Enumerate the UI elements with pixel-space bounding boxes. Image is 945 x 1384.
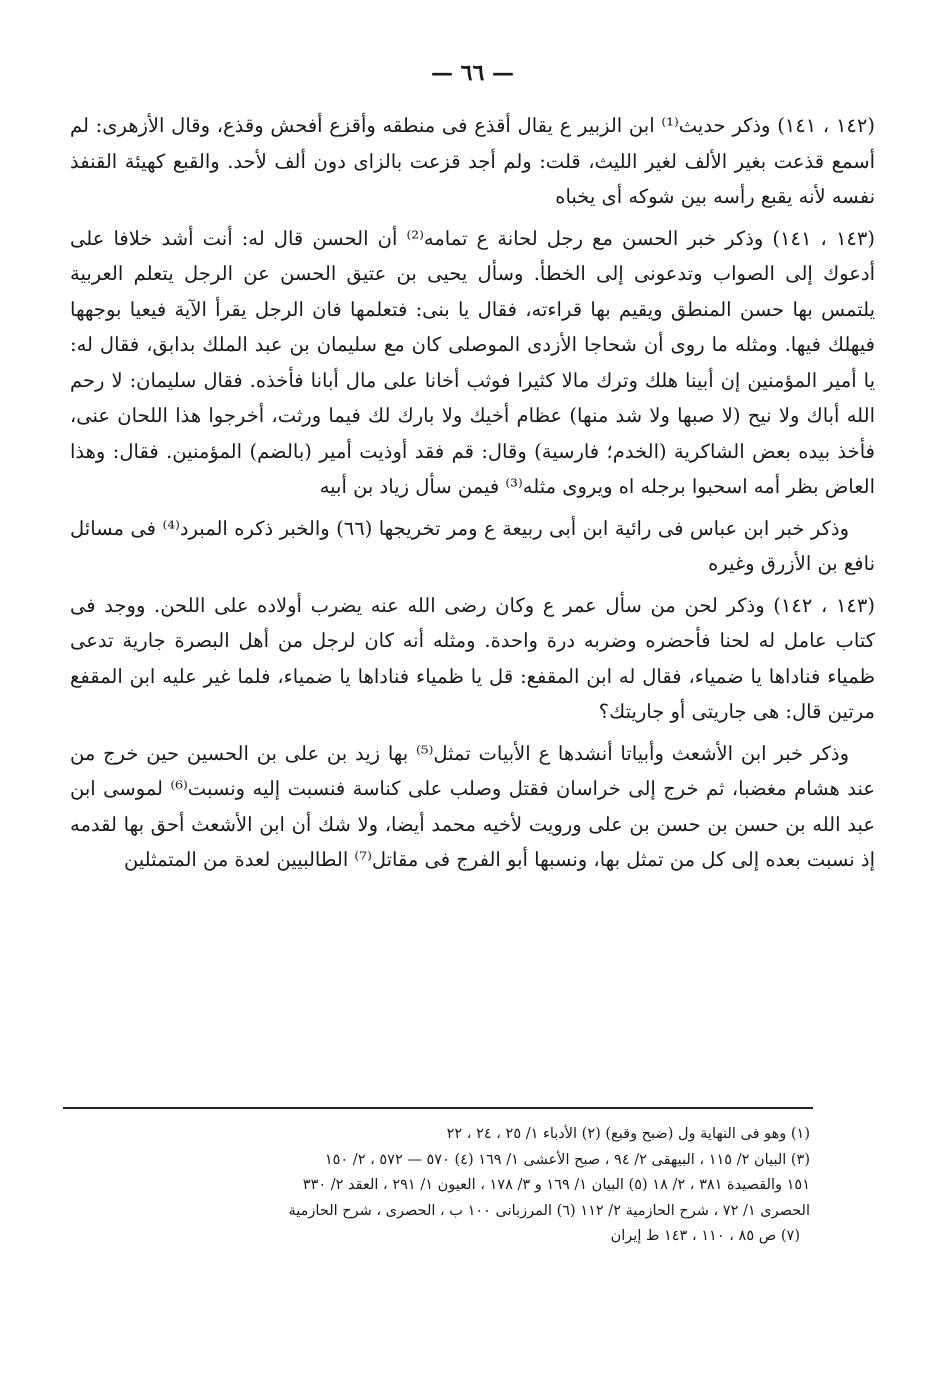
- footnote-line-1: (١) وهو فى النهاية ول (ضبح وقبع) (٢) الأدباء ١/ ٢٥ ، ٢٤ ، ٢٢: [446, 1126, 810, 1142]
- paragraph-5: وذكر خبر ابن الأشعث وأبياتا أنشدها ع الأبيات تمثل⁽⁵⁾ بها زيد بن على بن الحسين حين خرج من عند هشام مغضبا، ثم خرج إلى خراسان فقتل وصلب على كناسة فنسبت إليه ونسبت⁽⁶⁾ لموسى ابن عبد الله بن حسن بن حسن بن على ورويت لأخيه محمد أيضا، ولا شك أن ابن الأشعث أحق بها لقدمه إذ نسبت بعده إلى كل من تمثل بها، ونسبها أبو الفرج فى مقاتل⁽⁷⁾ الطالبيين لعدة من المتمثلين: [70, 741, 875, 871]
- paragraph-2: (١٤٣ ، ١٤١) وذكر خبر الحسن مع رجل لحانة ع تمامه⁽²⁾ أن الحسن قال له: أنت أشد خلافا على أدعوك إلى الصواب وتدعونى إلى الخطأ. وسأل يحيى بن عتيق الحسن عن الرجل يتعلم العربية يلتمس بها حسن المنطق ويقيم بها قراءته، فقال يا بنى: فتعلمها فان الرجل يقرأ الآية فيعيا بوجهها فيهلك فيها. ومثله ما روى أن شحاجا الأزدى الموصلى كان مع سليمان بن عبد الملك بدابق، فقال له: يا أمير المؤمنين إن أبينا هلك وترك مالا كثيرا فوثب أخانا على مال أبانا فأخذه. فقال سليمان: لا رحم الله أباك ولا نيح (لا صبها ولا شد منها) عظام أخيك ولا بارك لك فيما ورثت، أخرجوا هذا اللحان عنى، فأخذ بيده بعض الشاكرية (الخدم؛ فارسية) وقال: قم فقد أوذيت أمير (بالضم) المؤمنين. فقال: وهذا العاض بظر أمه اسحبوا برجله اه ويروى مثله⁽³⁾ فيمن سأل زياد بن أبيه: [70, 226, 875, 498]
- book-page: [70, 60, 875, 878]
- footnote-line-2: (٣) البيان ٢/ ١١٥ ، البيهقى ٢/ ٩٤ ، صبح الأعشى ١/ ١٦٩ (٤) ٥٧٠ — ٥٧٢ ، ٢/ ١٥٠: [324, 1151, 810, 1168]
- footnotes: [70, 1122, 810, 1250]
- footnote-divider: [63, 1107, 813, 1109]
- body-text: [70, 108, 875, 878]
- paragraph-3: وذكر خبر ابن عباس فى رائية ابن أبى ربيعة ع ومر تخريجها (٦٦) والخبر ذكره المبرد⁽⁴⁾ فى مسائل نافع بن الأزرق وغيره: [70, 516, 875, 575]
- footnote-line-4: الحصرى ١/ ٧٢ ، شرح الحازمية ٢/ ١١٢ (٦) المرزبانى ١٠٠ ب ، الحصرى ، شرح الحازمية: [288, 1202, 810, 1219]
- paragraph-4: (١٤٣ ، ١٤٢) وذكر لحن من سأل عمر ع وكان رضى الله عنه يضرب أولاده على اللحن. ووجد فى كتاب عامل له لحنا فأحضره وضربه درة واحدة. ومثله أنه كان لرجل من أهل البصرة جارية تدعى ظمياء فناداها يا ضمياء، فقال له ابن المقفع: قل يا ظمياء فناداها يا ضمياء، فلما غير عليه ابن المقفع مرتين قال: هى جاريتى أو جاريتك؟: [70, 593, 875, 723]
- page-number: — ٦٦ —: [431, 60, 514, 86]
- footnote-line-3: ١٥١ والقصيدة ٣٨١ ، ٢/ ١٨ (٥) البيان ١/ ١٦٩ و ٣/ ١٧٨ ، العيون ١/ ٢٩١ ، العقد ٢/ ٣٣٠: [302, 1177, 810, 1193]
- footnote-line-5: (٧) ص ٨٥ ، ١١٠ ، ١٤٣ ط إيران: [610, 1228, 800, 1244]
- paragraph-1: (١٤٢ ، ١٤١) وذكر حديث⁽¹⁾ ابن الزبير ع يقال أقذع فى منطقه وأقزع أفحش وقذع، وقال الأزهرى: لم أسمع قذعت بغير الألف لغير الليث، قلت: ولم أجد قزعت بالزاى دون ألف لأحد. والقبع كهيئة القنفذ نفسه لأنه يقبع رأسه بين شوكه أى يخباه: [70, 114, 875, 208]
